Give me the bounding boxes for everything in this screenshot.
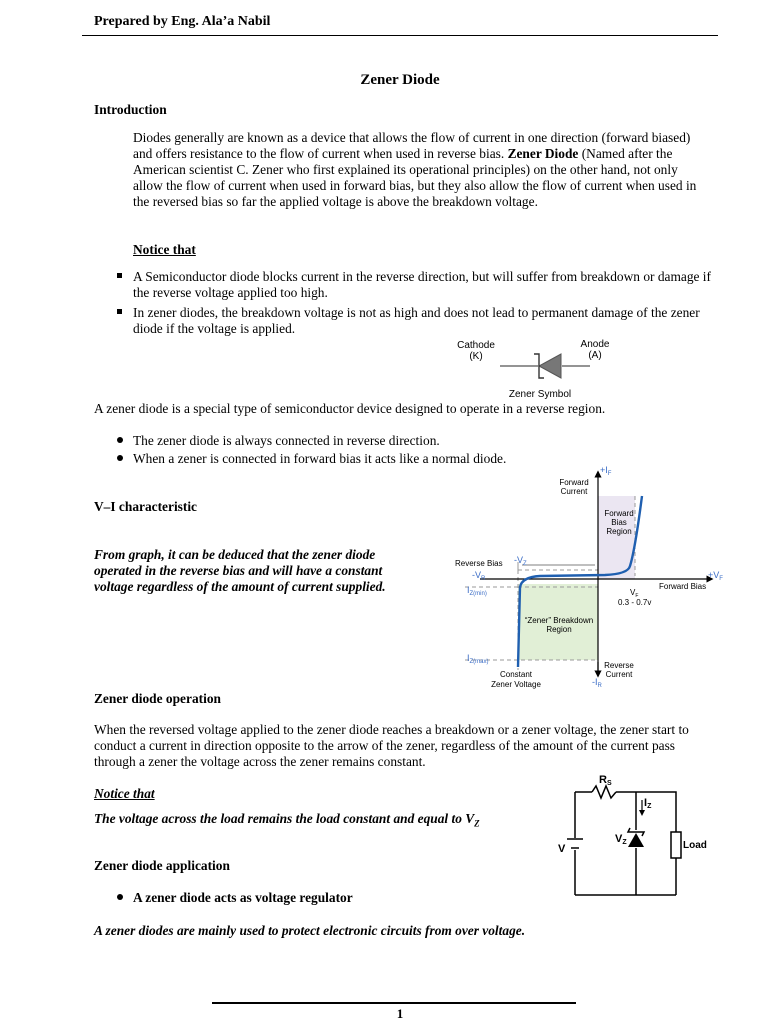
breakdown-region-label-2: Region <box>546 625 572 634</box>
minus-vz-label: $-V_Z$ <box>514 555 527 567</box>
cathode-k-label: (K) <box>469 351 483 362</box>
bullet-marker <box>117 273 122 278</box>
rs-resistor <box>592 786 616 798</box>
iz-max-label: $I_{Z(max)}$ <box>467 653 489 665</box>
plus-vf-label: $+V_F$ <box>708 570 723 582</box>
anode-label: Anode <box>580 339 610 350</box>
application-bullet: A zener diode acts as voltage regulator <box>133 890 353 905</box>
regulator-circuit <box>550 770 720 900</box>
minus-vr-label: $-V_R$ <box>472 570 486 582</box>
cathode-label: Cathode <box>457 340 495 351</box>
vi-heading: V–I characteristic <box>94 499 197 514</box>
forward-bias-region-label-3: Region <box>606 527 632 536</box>
page-title: Zener Diode <box>360 72 440 88</box>
iz-label: IZ <box>644 797 652 810</box>
reverse-current-label-2: Current <box>605 670 633 679</box>
load-resistor <box>671 832 681 858</box>
zener-symbol-caption: Zener Symbol <box>508 389 572 400</box>
notice-load-text: The voltage across the load remains the load constant and equal to $V_Z$ <box>94 811 480 829</box>
rs-label: RS <box>599 774 612 787</box>
zener-definition: A zener diode is a special type of semiconductor device designed to operate in a reverse region. <box>94 401 606 416</box>
vz-label: VZ <box>615 833 627 846</box>
application-heading: Zener diode application <box>94 858 230 873</box>
bullet-marker <box>117 455 123 461</box>
notice-heading-2: Notice that <box>94 786 155 801</box>
reverse-bias-label: Reverse Bias <box>455 559 503 568</box>
notice-heading-1: Notice that <box>133 242 196 257</box>
application-footer-text: A zener diodes are mainly used to protect electronic circuits from over voltage. <box>94 923 526 938</box>
vf-label: $V_F$ <box>630 588 639 599</box>
load-label: Load <box>683 840 707 851</box>
plus-if-label: $+I_F$ <box>600 465 612 477</box>
notice-bullet-1: A Semiconductor diode blocks current in the reverse direction, but will suffer from breakdown or damage if the reverse voltage applied too high. <box>133 269 711 300</box>
iz-min-label: $I_{Z(min)}$ <box>467 585 487 597</box>
zener-diode-triangle <box>628 833 644 847</box>
page-number: 1 <box>396 1006 404 1021</box>
forward-current-label-1: Forward <box>559 478 589 487</box>
bullet-marker <box>117 894 123 900</box>
operation-paragraph: When the reversed voltage applied to the zener diode reaches a breakdown or a zener voltage, the zener start to conduct a current in direction opposite to the arrow of the zener, regardless of the amount of the current pass through a zener the voltage across the zener remains constant. <box>94 722 689 769</box>
vf-range-label: 0.3 - 0.7v <box>618 598 652 607</box>
minus-ir-label: $-I_R$ <box>592 677 602 689</box>
footer-rule <box>212 1002 576 1004</box>
anode-a-label: (A) <box>588 350 602 361</box>
zener-symbol-figure <box>440 334 630 404</box>
zener-bullet-2: When a zener is connected in forward bias it acts like a normal diode. <box>133 451 507 466</box>
notice-bullet-2: In zener diodes, the breakdown voltage is not as high and does not lead to permanent damage of the zener diode if the voltage is applied. <box>133 305 700 336</box>
reverse-current-label-1: Reverse <box>604 661 634 670</box>
forward-bias-label: Forward Bias <box>659 582 707 591</box>
constant-voltage-label-2: Zener Voltage <box>491 680 541 689</box>
header-rule <box>82 35 718 36</box>
intro-heading: Introduction <box>94 102 167 117</box>
vi-description: From graph, it can be deduced that the zener diode operated in the reverse bias and will have a constant voltage regardless of the amount of current supplied. <box>94 547 386 594</box>
bullet-marker <box>117 437 123 443</box>
prepared-by: Prepared by Eng. Ala’a Nabil <box>94 14 271 29</box>
constant-voltage-label-1: Constant <box>499 670 533 679</box>
vi-characteristic-graph <box>440 462 730 692</box>
bullet-marker <box>117 309 122 314</box>
forward-bias-region-label-1: Forward <box>604 509 634 518</box>
breakdown-region-label-1: “Zener” Breakdown <box>524 616 594 625</box>
diode-triangle <box>539 354 561 378</box>
forward-current-label-2: Current <box>560 487 588 496</box>
forward-bias-region-label-2: Bias <box>611 518 627 527</box>
zener-bullet-1: The zener diode is always connected in reverse direction. <box>133 433 440 448</box>
v-label: V <box>558 843 566 855</box>
intro-paragraph: Diodes generally are known as a device that allows the flow of current in one direction (forward biased) and offers resistance to the flow of current when used in reverse bias. Zener Diode (Named after the American scientist C. Zener who first explained its operational principles) on the other hand, not only allow the flow of current when used in forward bias, but they also allow the flow of current when used in the reversed bias so far the applied voltage is above the breakdown voltage. <box>133 130 697 209</box>
operation-heading: Zener diode operation <box>94 691 221 706</box>
